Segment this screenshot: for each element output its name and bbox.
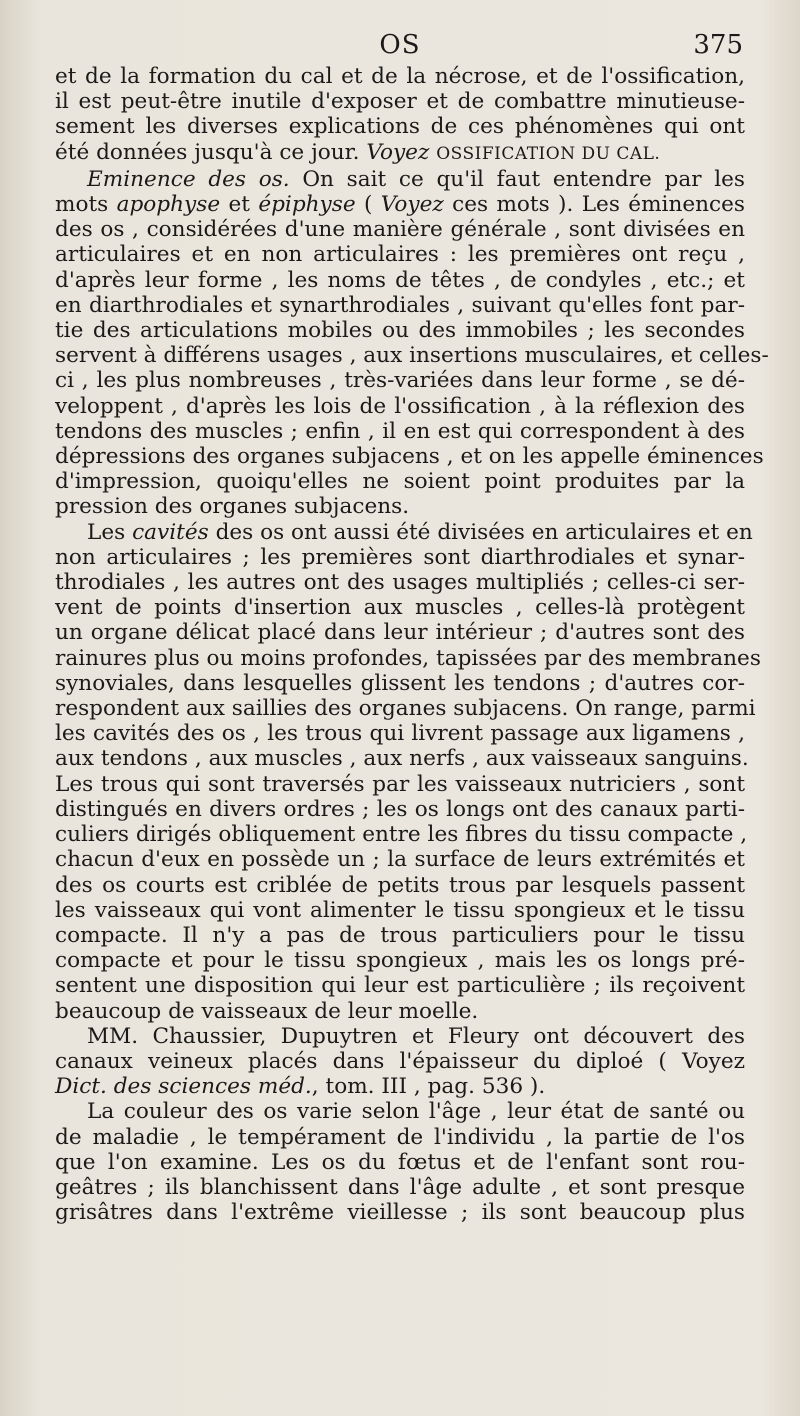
text-line: de maladie , le tempérament de l'individu , la partie de l'os [55,1124,745,1150]
text-line: MM. Chaussier, Dupuytren et Fleury ont découvert des [87,1023,745,1049]
text-line: canaux veineux placés dans l'épaisseur du diploé ( Voyez [55,1048,745,1074]
text-line: d'après leur forme , les noms de têtes , de condyles , etc.; et [55,267,745,293]
text-line: un organe délicat placé dans leur intérieur ; d'autres sont des [55,620,745,646]
text-line: grisâtres dans l'extrême vieillesse ; ils sont beaucoup plus [55,1200,745,1226]
text-line: veloppent , d'après les lois de l'ossification , à la réflexion des [55,393,745,419]
page-number: 375 [693,30,743,60]
text-line: Dict. des sciences méd., tom. III , pag. 536 ). [55,1074,546,1100]
text-line: il est peut-être inutile d'exposer et de combattre minutieuse- [55,89,745,115]
text-line: sentent une disposition qui leur est particulière ; ils reçoivent [55,973,745,999]
text-line: vent de points d'insertion aux muscles , celles-là protègent [55,595,745,621]
text-line: des os courts est criblée de petits trous par lesquels passent [55,872,745,898]
text-line: pression des organes subjacens. [55,494,410,520]
text-line: tendons des muscles ; enfin , il en est qui correspondent à des [55,418,745,444]
text-line: dépressions des organes subjacens , et on les appelle éminences [55,444,764,470]
text-line: mots apophyse et épiphyse ( Voyez ces mots ). Les éminences [55,192,745,218]
text-line: servent à différens usages , aux insertions musculaires, et celles- [55,343,769,369]
text-line: d'impression, quoiqu'elles ne soient point produites par la [55,469,745,495]
section-term: cavités [132,519,209,545]
text-line: articulaires et en non articulaires : les premières ont reçu , [55,242,745,268]
text-line: Eminence des os. On sait ce qu'il faut entendre par les [87,166,745,192]
text-line: été données jusqu'à ce jour. Voyez OSSIFICATION DU CAL. [55,139,661,165]
text-line: synoviales, dans lesquelles glissent les tendons ; d'autres cor- [55,670,745,696]
text-line: des os , considérées d'une manière générale , sont divisées en [55,217,745,243]
text-line: Les trous qui sont traversés par les vaisseaux nutriciers , sont [55,771,745,797]
body-text [55,64,769,1226]
text-line: en diarthrodiales et synarthrodiales , suivant qu'elles font par- [55,292,745,318]
text-line: non articulaires ; les premières sont diarthrodiales et synar- [55,544,745,570]
page-header [55,30,745,66]
cross-reference: OSSIFICATION DU CAL. [436,143,661,164]
text-line: ci , les plus nombreuses , très-variées dans leur forme , se dé- [55,368,745,394]
text-line: compacte. Il n'y a pas de trous particuliers pour le tissu [55,922,745,948]
text-line: geâtres ; ils blanchissent dans l'âge adulte , et sont presque [55,1174,745,1200]
text-line: throdiales , les autres ont des usages multipliés ; celles-ci ser- [55,570,745,596]
section-term: Eminence des os. [87,166,290,192]
text-line: respondent aux saillies des organes subjacens. On range, parmi [55,696,756,722]
text-line: beaucoup de vaisseaux de leur moelle. [55,998,479,1024]
text-line: les cavités des os , les trous qui livrent passage aux ligamens , [55,721,745,747]
text-line: aux tendons , aux muscles , aux nerfs , aux vaisseaux sanguins. [55,746,749,772]
running-title: OS [379,30,421,60]
text-line: et de la formation du cal et de la nécrose, et de l'ossification, [55,64,745,89]
text-line: La couleur des os varie selon l'âge , leur état de santé ou [87,1099,745,1125]
text-line: les vaisseaux qui vont alimenter le tissu spongieux et le tissu [55,897,745,923]
text-line: culiers dirigés obliquement entre les fibres du tissu compacte , [55,822,748,848]
text-line: Les cavités des os ont aussi été divisées en articulaires et en [87,519,753,545]
text-line: chacun d'eux en possède un ; la surface de leurs extrémités et [55,847,745,873]
text-line: distingués en divers ordres ; les os longs ont des canaux parti- [55,796,745,822]
text-line: rainures plus ou moins profondes, tapissées par des membranes [55,645,761,671]
text-line: sement les diverses explications de ces phénomènes qui ont [55,114,745,140]
text-line: tie des articulations mobiles ou des immobiles ; les secondes [55,318,745,344]
text-line: que l'on examine. Les os du fœtus et de l'enfant sont rou- [55,1149,745,1175]
citation: Dict. des sciences méd. [55,1074,312,1100]
text-line: compacte et pour le tissu spongieux , mais les os longs pré- [55,948,745,974]
